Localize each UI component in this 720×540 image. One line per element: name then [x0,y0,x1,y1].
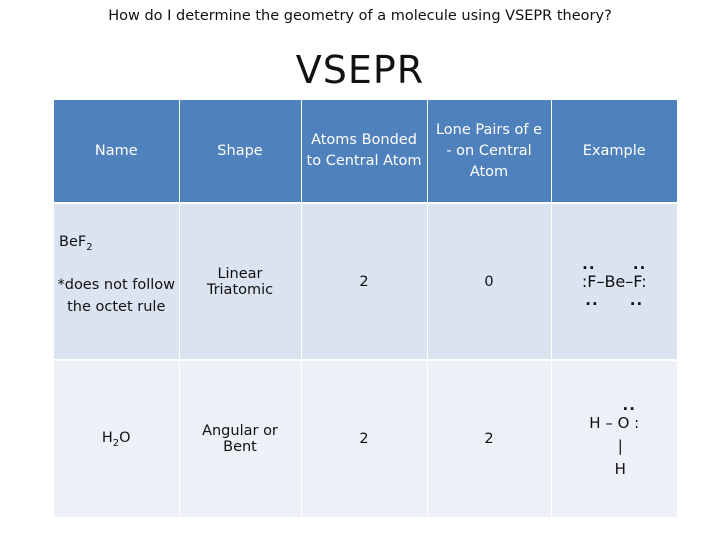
lewis-formula: H – O : [589,414,640,432]
shape-cell: Angular or Bent [179,360,301,517]
header-example: Example [551,100,677,203]
atoms-bonded-cell: 2 [301,360,427,517]
example-cell [551,203,677,360]
lewis-bottom-atom: H [614,460,626,478]
header-atoms-bonded: Atoms Bonded to Central Atom [301,100,427,203]
molecule-name: BeF$_2$ [59,234,93,253]
octet-note: *does not follow the octet rule [57,277,176,315]
name-cell-h2o: $H_2O$ [54,360,179,517]
lewis-bond: | [617,437,623,455]
lewis-structure-bef2 [556,254,674,309]
table-header-row [54,100,677,203]
slide-title: VSEPR [295,48,425,92]
lewis-formula: :F–Be–F: [581,271,647,291]
lewis-structure-h2o [556,398,674,480]
header-lone-pairs: Lone Pairs of e - on Central Atom [427,100,551,203]
shape-cell: Linear Triatomic [179,203,301,360]
lone-pairs-cell: 2 [427,360,551,517]
header-shape: Shape [179,100,301,203]
table-row [54,360,677,517]
question-heading: How do I determine the geometry of a molecule using VSEPR theory? [108,8,612,24]
header-name: Name [54,100,179,203]
atoms-bonded-cell: 2 [301,203,427,360]
example-cell [551,360,677,517]
table-row [54,203,677,360]
vsepr-table [54,100,677,517]
lewis-top-dots: .. [622,396,636,414]
lone-pairs-cell: 0 [427,203,551,360]
lewis-bottom-dots: .. .. [585,290,644,309]
lewis-top-dots: .. .. [582,254,647,273]
name-cell-bef2 [54,203,179,360]
